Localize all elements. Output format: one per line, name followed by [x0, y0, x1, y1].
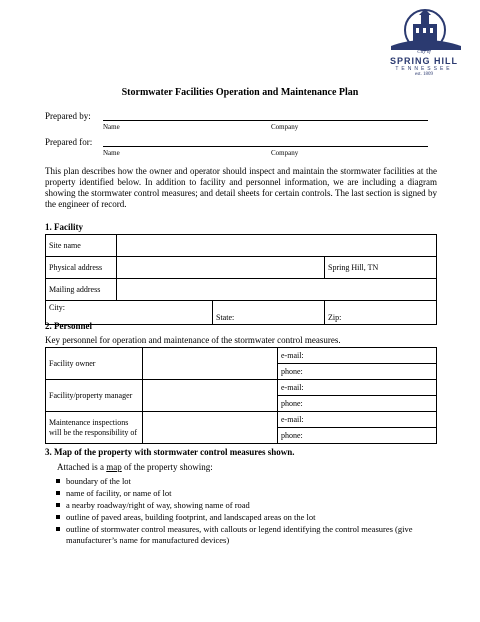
personnel-role-label: Maintenance inspections will be the responsibility of [46, 412, 143, 444]
list-item [47, 524, 427, 546]
logo-name-text: SPRING HILL [389, 56, 458, 66]
personnel-role-label: Facility/property manager [46, 380, 143, 412]
personnel-description: Key personnel for operation and maintenance of the stormwater control measures. [45, 335, 341, 345]
personnel-name-field[interactable] [143, 412, 278, 444]
list-item [47, 500, 427, 511]
list-item-text: name of facility, or name of lot [66, 488, 172, 498]
list-item-text: outline of paved areas, building footprint, and landscaped areas on the lot [66, 512, 316, 522]
physical-address-city: Spring Hill, TN [325, 257, 437, 279]
map-link[interactable]: map [106, 462, 122, 472]
prepared-by-label: Prepared by: [45, 111, 91, 121]
map-intro-prefix: Attached is a [57, 462, 107, 472]
courthouse-icon [381, 8, 467, 52]
list-item [47, 488, 427, 499]
facility-heading: 1. Facility [45, 222, 83, 232]
mailing-address-label: Mailing address [46, 279, 117, 301]
bullet-icon [56, 527, 60, 531]
logo-est-text: est. 1809 [414, 72, 434, 77]
bullet-icon [56, 491, 60, 495]
bullet-icon [56, 479, 60, 483]
personnel-heading: 2. Personnel [45, 321, 92, 331]
intro-paragraph: This plan describes how the owner and operator should inspect and maintain the stormwater facilities at the property identified below. In addition to facility and personnel information, we are including a diagram showing the stormwater control measures; and detail sheets for certain controls. The last section is signed by the engineer of record. [45, 166, 437, 209]
logo-city-text: City of [417, 50, 431, 55]
map-heading: 3. Map of the property with stormwater control measures shown. [45, 447, 295, 457]
list-item-text: a nearby roadway/right of way, showing name of road [66, 500, 250, 510]
list-item-text: outline of stormwater control measures, with callouts or legend identifying the control measures (give manufacturer’s name for manufactured devices) [66, 524, 413, 545]
bullet-icon [56, 503, 60, 507]
map-intro [57, 462, 213, 472]
prepared-for-name-caption: Name [103, 149, 120, 157]
map-intro-suffix: of the property showing: [121, 462, 213, 472]
personnel-email-field[interactable]: e-mail: [278, 348, 437, 364]
prepared-for-company-caption: Company [271, 149, 299, 157]
personnel-phone-field[interactable]: phone: [278, 428, 437, 444]
physical-address-label: Physical address [46, 257, 117, 279]
site-name-label: Site name [46, 235, 117, 257]
prepared-by-company-caption: Company [271, 123, 299, 131]
personnel-email-field[interactable]: e-mail: [278, 380, 437, 396]
personnel-phone-field[interactable]: phone: [278, 364, 437, 380]
prepared-by-name-caption: Name [103, 123, 120, 131]
document-title: Stormwater Facilities Operation and Maintenance Plan [121, 87, 359, 98]
site-name-field[interactable] [117, 235, 437, 257]
personnel-email-field[interactable]: e-mail: [278, 412, 437, 428]
personnel-name-field[interactable] [143, 380, 278, 412]
map-requirements-list [47, 476, 427, 547]
personnel-name-field[interactable] [143, 348, 278, 380]
facility-table [45, 234, 437, 325]
prepared-for-label: Prepared for: [45, 137, 93, 147]
personnel-table [45, 347, 437, 444]
city-logo [381, 8, 467, 78]
prepared-for-line[interactable] [103, 146, 428, 147]
physical-address-field[interactable] [117, 257, 325, 279]
personnel-role-label: Facility owner [46, 348, 143, 380]
list-item [47, 512, 427, 523]
state-field[interactable]: State: [213, 301, 325, 325]
bullet-icon [56, 515, 60, 519]
logo-state-text: TENNESSEE [395, 66, 453, 72]
zip-field[interactable]: Zip: [325, 301, 437, 325]
list-item [47, 476, 427, 487]
list-item-text: boundary of the lot [66, 476, 131, 486]
city-field[interactable]: City: [46, 301, 213, 325]
personnel-phone-field[interactable]: phone: [278, 396, 437, 412]
prepared-by-line[interactable] [103, 120, 428, 121]
mailing-address-field[interactable] [117, 279, 437, 301]
